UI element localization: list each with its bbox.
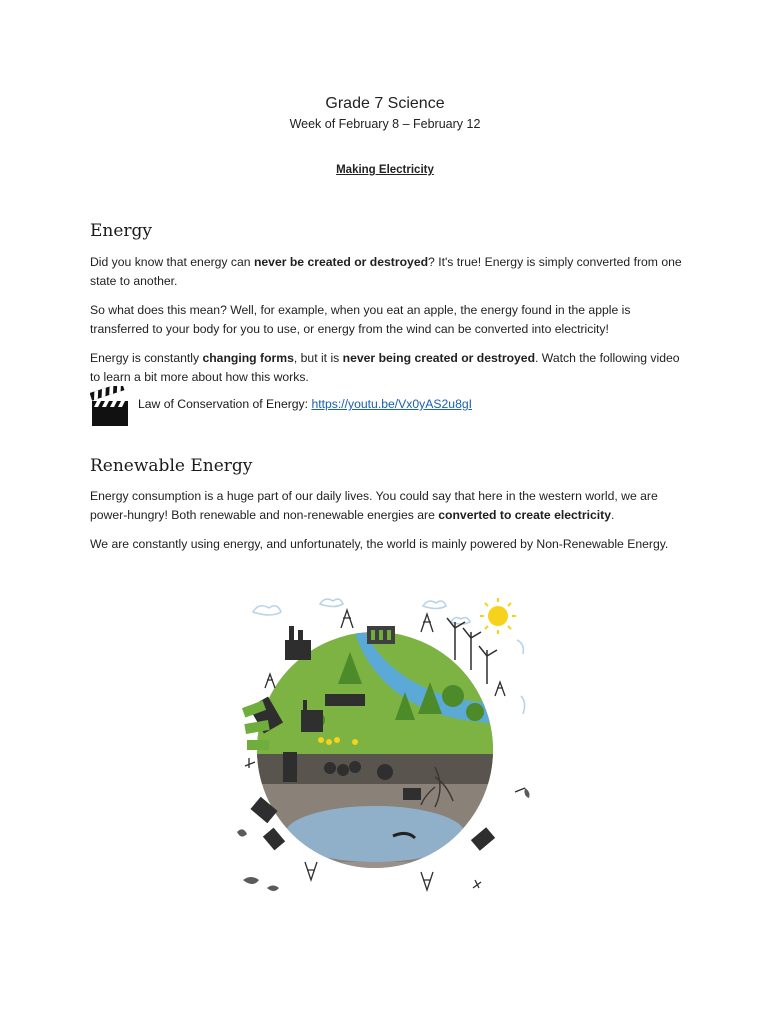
p4-text-a: Energy consumption is a huge part of our daily lives. You could say that here in the western world, we are power-hungry! Both renewable and non-renewable energies are bbox=[90, 489, 658, 522]
section-title: Making Electricity bbox=[336, 164, 434, 176]
renewable-heading: Renewable Energy bbox=[90, 456, 253, 476]
sun-icon bbox=[480, 598, 516, 634]
video-caption bbox=[138, 397, 472, 411]
p3-text-a: Energy is constantly bbox=[90, 351, 203, 365]
p3-text-e: . Watch the following video to learn a bit more about how this works. bbox=[90, 351, 680, 384]
page-subtitle: Week of February 8 – February 12 bbox=[289, 117, 481, 131]
video-label: Law of Conservation of Energy: bbox=[138, 397, 312, 411]
energy-paragraph-2: So what does this mean? Well, for example, when you eat an apple, the energy found in the apple is transferred to your body for you to use, or energy from the wind can be converted into electricity! bbox=[90, 303, 631, 336]
p1-text-c: ? It's true! Energy is simply converted from one state to another. bbox=[90, 255, 682, 288]
p4-text-c: . bbox=[610, 508, 615, 522]
page-title: Grade 7 Science bbox=[325, 95, 445, 112]
energy-heading: Energy bbox=[90, 221, 153, 241]
p1-text-a: Did you know that energy can bbox=[90, 255, 254, 269]
renewable-paragraph-2: We are constantly using energy, and unfortunately, the world is mainly powered by Non-Renewable Energy. bbox=[90, 537, 669, 551]
p3-bold-1: changing forms bbox=[202, 351, 294, 365]
earth-energy-illustration bbox=[225, 592, 555, 912]
video-row bbox=[90, 386, 690, 428]
renewable-paragraph-1 bbox=[90, 487, 690, 525]
energy-paragraph-3 bbox=[90, 349, 690, 387]
p3-text-c: , but it is bbox=[293, 351, 343, 365]
video-link[interactable]: https://youtu.be/Vx0yAS2u8gI bbox=[311, 397, 473, 411]
p1-bold: never be created or destroyed bbox=[253, 255, 429, 269]
p4-bold: converted to create electricity bbox=[438, 508, 611, 522]
energy-paragraph-1 bbox=[90, 253, 690, 291]
clapperboard-icon bbox=[90, 386, 130, 428]
p3-bold-2: never being created or destroyed bbox=[342, 351, 536, 365]
